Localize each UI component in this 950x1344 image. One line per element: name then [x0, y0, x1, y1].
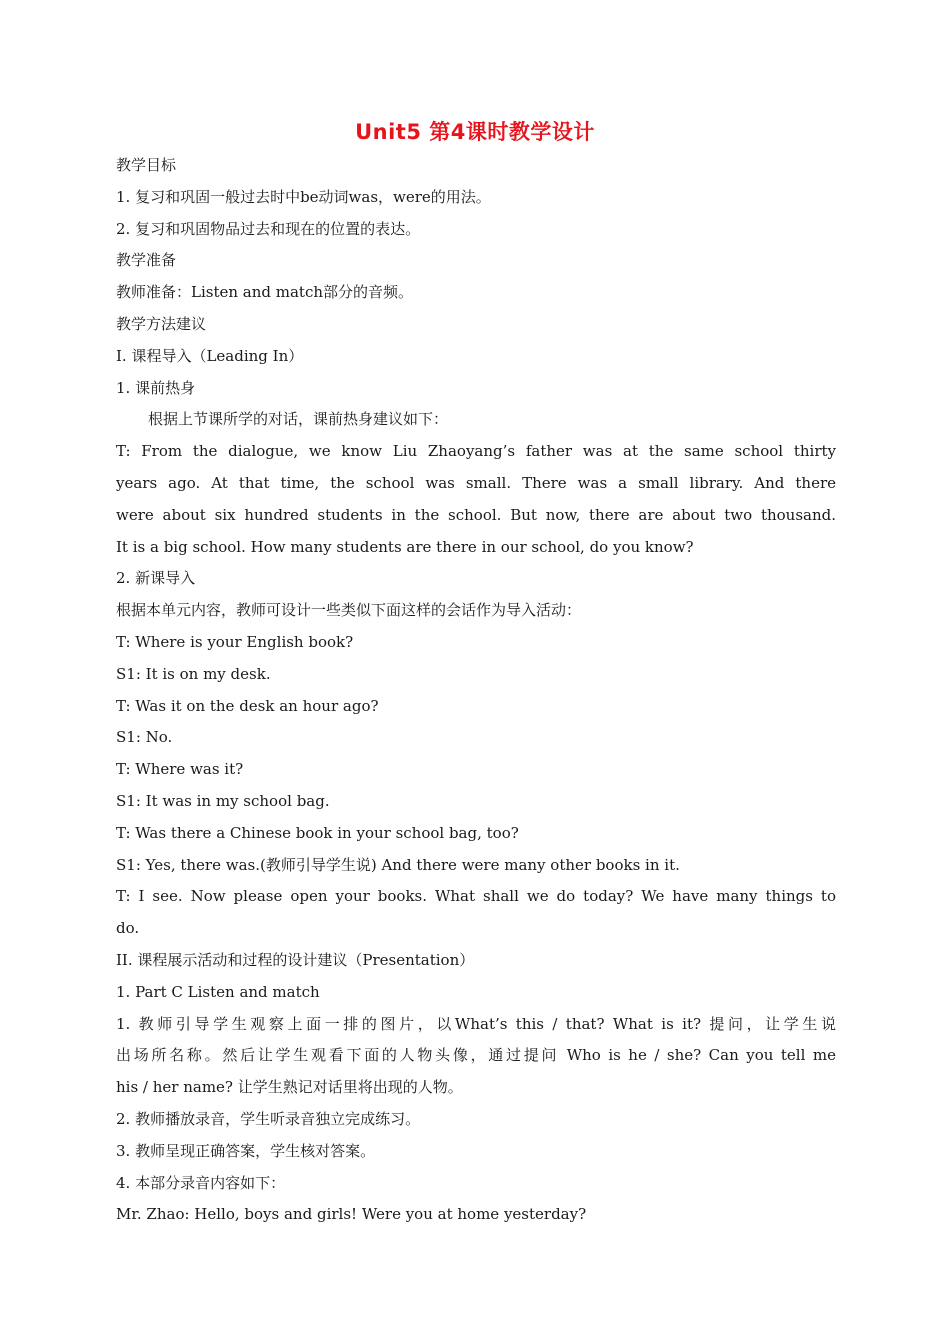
warmup-heading: 1. 课前热身: [116, 378, 196, 397]
part-c-heading: 1. Part C Listen and match: [116, 982, 320, 1001]
section-heading-preparation: 教学准备: [116, 251, 177, 270]
new-lesson-heading: 2. 新课导入: [116, 569, 196, 588]
step-line: 1. 教师引导学生观察上面一排的图片，以What’s this / that? What is it? 提问，让学生说: [116, 1014, 836, 1033]
step-line: 2. 教师播放录音，学生听录音独立完成练习。: [116, 1109, 421, 1128]
dialogue-line: T: Where is your English book?: [116, 632, 354, 651]
dialogue-line: do.: [116, 919, 140, 938]
dialogue-line: T: Where was it?: [116, 760, 244, 779]
paragraph-line: T: From the dialogue, we know Liu Zhaoyang’s father was at the same school thirty: [116, 442, 836, 461]
warmup-intro: 根据上节课所学的对话，课前热身建议如下：: [148, 410, 449, 429]
dialogue-line: T: Was there a Chinese book in your school bag, too?: [116, 823, 519, 842]
dialogue-line: T: I see. Now please open your books. What shall we do today? We have many things to: [116, 887, 836, 906]
step-line: his / her name? 让学生熟记对话里将出现的人物。: [116, 1078, 463, 1097]
dialogue-line: S1: It was in my school bag.: [116, 791, 330, 810]
step-line: 4. 本部分录音内容如下：: [116, 1173, 286, 1192]
preparation-text: 教师准备：Listen and match部分的音频。: [116, 283, 414, 302]
objective-item-1: 1. 复习和巩固一般过去时中be动词was，were的用法。: [116, 187, 491, 206]
step-line: 出场所名称。然后让学生观看下面的人物头像，通过提问 Who is he / she? Can you tell me: [116, 1046, 836, 1065]
subsection-leading-in: I. 课程导入（Leading In）: [116, 346, 304, 365]
subsection-presentation: II. 课程展示活动和过程的设计建议（Presentation）: [116, 950, 475, 969]
paragraph-line: It is a big school. How many students are there in our school, do you know?: [116, 537, 694, 556]
new-lesson-intro: 根据本单元内容，教师可设计一些类似下面这样的会话作为导入活动：: [116, 601, 582, 620]
section-heading-methods: 教学方法建议: [116, 314, 207, 333]
section-heading-objectives: 教学目标: [116, 156, 177, 174]
dialogue-line: S1: No.: [116, 728, 173, 747]
dialogue-line: T: Was it on the desk an hour ago?: [116, 696, 379, 715]
dialogue-line: S1: Yes, there was.(教师引导学生说) And there were many other books in it.: [116, 855, 680, 874]
step-line: 3. 教师呈现正确答案，学生核对答案。: [116, 1141, 376, 1160]
paragraph-line: were about six hundred students in the school. But now, there are about two thousand.: [116, 505, 836, 524]
document-body: [116, 150, 836, 1231]
document-title: Unit5 第4课时教学设计: [355, 120, 595, 144]
objective-item-2: 2. 复习和巩固物品过去和现在的位置的表达。: [116, 219, 421, 238]
paragraph-line: years ago. At that time, the school was small. There was a small library. And there: [116, 473, 836, 492]
recording-line: Mr. Zhao: Hello, boys and girls! Were you at home yesterday?: [116, 1205, 587, 1224]
dialogue-line: S1: It is on my desk.: [116, 664, 271, 683]
